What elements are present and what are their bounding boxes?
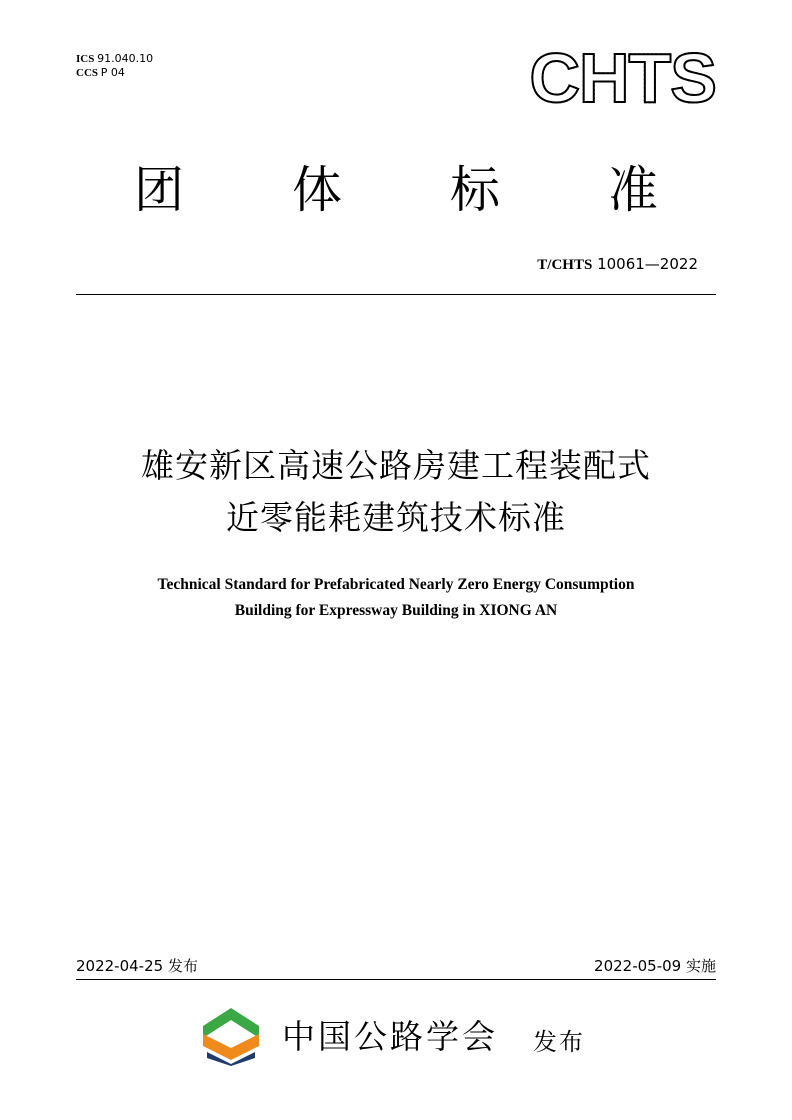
logo-green-chevron	[203, 1008, 259, 1038]
ics-code: 91.040.10	[97, 52, 154, 65]
standard-prefix: T/CHTS	[537, 257, 593, 273]
implementation-date: 2022-05-09 实施	[594, 957, 716, 975]
date-row	[76, 956, 716, 976]
english-title-line-1: Technical Standard for Prefabricated Nearly Zero Energy Consumption	[157, 576, 635, 593]
ccs-line	[76, 66, 153, 80]
chinese-title-line-1: 雄安新区高速公路房建工程装配式	[141, 446, 651, 485]
document-type-heading	[76, 158, 716, 222]
standard-number	[537, 254, 698, 275]
doc-type-char: 体	[292, 161, 342, 219]
china-highway-society-logo-icon	[203, 1008, 259, 1066]
chinese-title-line-2: 近零能耗建筑技术标准	[226, 498, 566, 537]
ccs-label: CCS	[76, 67, 99, 79]
english-title-line-2: Building for Expressway Building in XIONG AN	[234, 602, 558, 619]
english-title	[0, 572, 792, 624]
chts-brand-logo: CHTS	[529, 39, 716, 117]
ics-line	[76, 52, 153, 66]
doc-type-char: 团	[134, 161, 184, 219]
doc-type-char: 准	[608, 161, 658, 219]
publisher-name: 中国公路学会	[282, 1017, 498, 1056]
bottom-divider	[76, 979, 716, 980]
top-divider	[76, 294, 716, 295]
issue-date: 2022-04-25 发布	[76, 957, 198, 975]
ccs-code: P 04	[100, 66, 125, 79]
ics-label: ICS	[76, 53, 95, 65]
doc-type-char: 标	[450, 161, 500, 219]
standard-code: 10061—2022	[597, 255, 698, 273]
classification-codes	[76, 52, 153, 80]
chinese-title	[0, 440, 792, 544]
publish-label: 发布	[533, 1028, 585, 1056]
